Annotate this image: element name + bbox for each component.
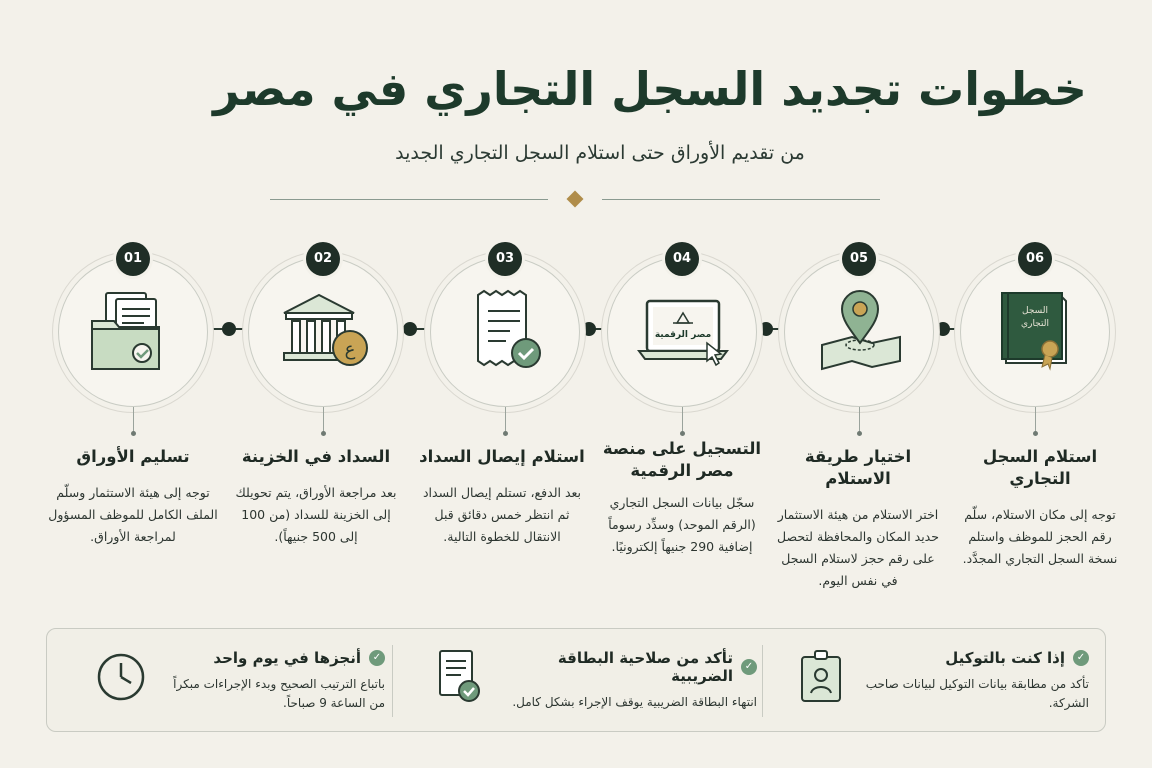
step-circle-04 [607, 251, 757, 407]
check-circle-icon: ✓ [369, 650, 385, 666]
bank-coin-icon [274, 283, 374, 383]
coin-symbol: ع [344, 339, 356, 360]
tip-title: إذا كنت بالتوكيل [945, 649, 1065, 667]
step-stem [1035, 407, 1036, 433]
id-badge-icon [799, 649, 843, 703]
divider-line-left [270, 199, 548, 200]
laptop-platform-icon [633, 283, 733, 383]
timeline-dot [582, 322, 596, 336]
step-desc: سجّل بيانات السجل التجاري (الرقم الموحد) وسدِّد رسوماً إضافية 290 جنيهاً إلكترونيًا. [608, 495, 756, 554]
step-stem [133, 407, 134, 433]
tip-one-day [95, 629, 385, 733]
step-04 [597, 438, 767, 558]
step-01 [48, 446, 218, 548]
page-title: خطوات تجديد السجل التجاري في مصر [213, 62, 1087, 116]
step-title: تسليم الأوراق [76, 447, 190, 466]
map-pin-icon [810, 283, 910, 383]
step-number: 03 [488, 242, 522, 276]
step-circle-05 [784, 251, 934, 407]
timeline-dot [759, 322, 773, 336]
step-desc: بعد الدفع، تستلم إيصال السداد ثم انتظر خمس دقائق قبل الانتقال للخطوة التالية. [422, 485, 582, 544]
step-stem [682, 407, 683, 433]
timeline-dot [403, 322, 417, 336]
step-title: السداد في الخزينة [241, 447, 391, 466]
timeline-dot [222, 322, 236, 336]
check-circle-icon: ✓ [741, 659, 757, 675]
step-03 [417, 446, 587, 548]
step-stem [859, 407, 860, 433]
book-label: التجاري [1021, 319, 1049, 329]
step-title: اختيار طريقة الاستلام [804, 447, 912, 488]
tip-tax-card [437, 629, 757, 733]
tips-separator [392, 645, 393, 717]
steps-timeline [0, 230, 1152, 460]
tip-title: أنجزها في يوم واحد [213, 649, 361, 667]
document-check-icon [437, 649, 481, 703]
step-title: استلام السجل التجاري [982, 447, 1098, 488]
tip-text: انتهاء البطاقة الضريبية يوقف الإجراء بشكل كامل. [512, 695, 757, 709]
page-subtitle: من تقديم الأوراق حتى استلام السجل التجاري الجديد [395, 142, 805, 164]
title-divider [270, 190, 880, 210]
step-06 [955, 446, 1125, 570]
step-number: 04 [665, 242, 699, 276]
book-label: السجل [1022, 306, 1048, 316]
tip-proxy [799, 629, 1099, 733]
tip-title: تأكد من صلاحية البطاقة الضريبية [557, 649, 733, 685]
step-stem [505, 407, 506, 433]
step-stem [323, 407, 324, 433]
receipt-check-icon [456, 283, 556, 383]
step-desc: توجه إلى مكان الاستلام، سلّم رقم الحجز للموظف واستلم نسخة السجل التجاري المجدَّد. [962, 507, 1118, 566]
step-circle-02 [248, 251, 398, 407]
step-number: 02 [306, 242, 340, 276]
header [0, 0, 1152, 220]
step-05 [773, 446, 943, 592]
folder-documents-icon [84, 283, 184, 383]
step-circle-03 [430, 251, 580, 407]
tip-text: باتباع الترتيب الصحيح وبدء الإجراءات مبكراً من الساعة 9 صباحاً. [173, 677, 385, 710]
step-number: 01 [116, 242, 150, 276]
divider-line-right [602, 199, 880, 200]
clock-icon [95, 651, 147, 703]
timeline-dot [936, 322, 950, 336]
tips-panel [46, 628, 1106, 732]
step-desc: بعد مراجعة الأوراق، يتم تحويلك إلى الخزينة للسداد (من 100 إلى 500 جنيهاً). [235, 485, 397, 544]
divider-diamond-icon [567, 191, 584, 208]
step-number: 06 [1018, 242, 1052, 276]
step-desc: توجه إلى هيئة الاستثمار وسلّم الملف الكامل للموظف المسؤول لمراجعة الأوراق. [48, 485, 218, 544]
step-desc: اختر الاستلام من هيئة الاستثمار حديد المكان والمحافظة لتحصل على رقم حجز لاستلام السجل في نفس اليوم. [777, 507, 939, 588]
steps-text [0, 439, 1152, 616]
step-02 [231, 446, 401, 548]
step-title: التسجيل على منصة مصر الرقمية [602, 439, 762, 480]
step-circle-06 [960, 251, 1110, 407]
tip-text: تأكد من مطابقة بيانات التوكيل لبيانات صاحب الشركة. [865, 677, 1089, 710]
registry-book-icon [986, 283, 1086, 383]
screen-label: مصر الرقمية [654, 330, 712, 340]
step-circle-01 [58, 251, 208, 407]
check-circle-icon: ✓ [1073, 650, 1089, 666]
step-title: استلام إيصال السداد [419, 447, 585, 466]
step-number: 05 [842, 242, 876, 276]
tips-separator [762, 645, 763, 717]
